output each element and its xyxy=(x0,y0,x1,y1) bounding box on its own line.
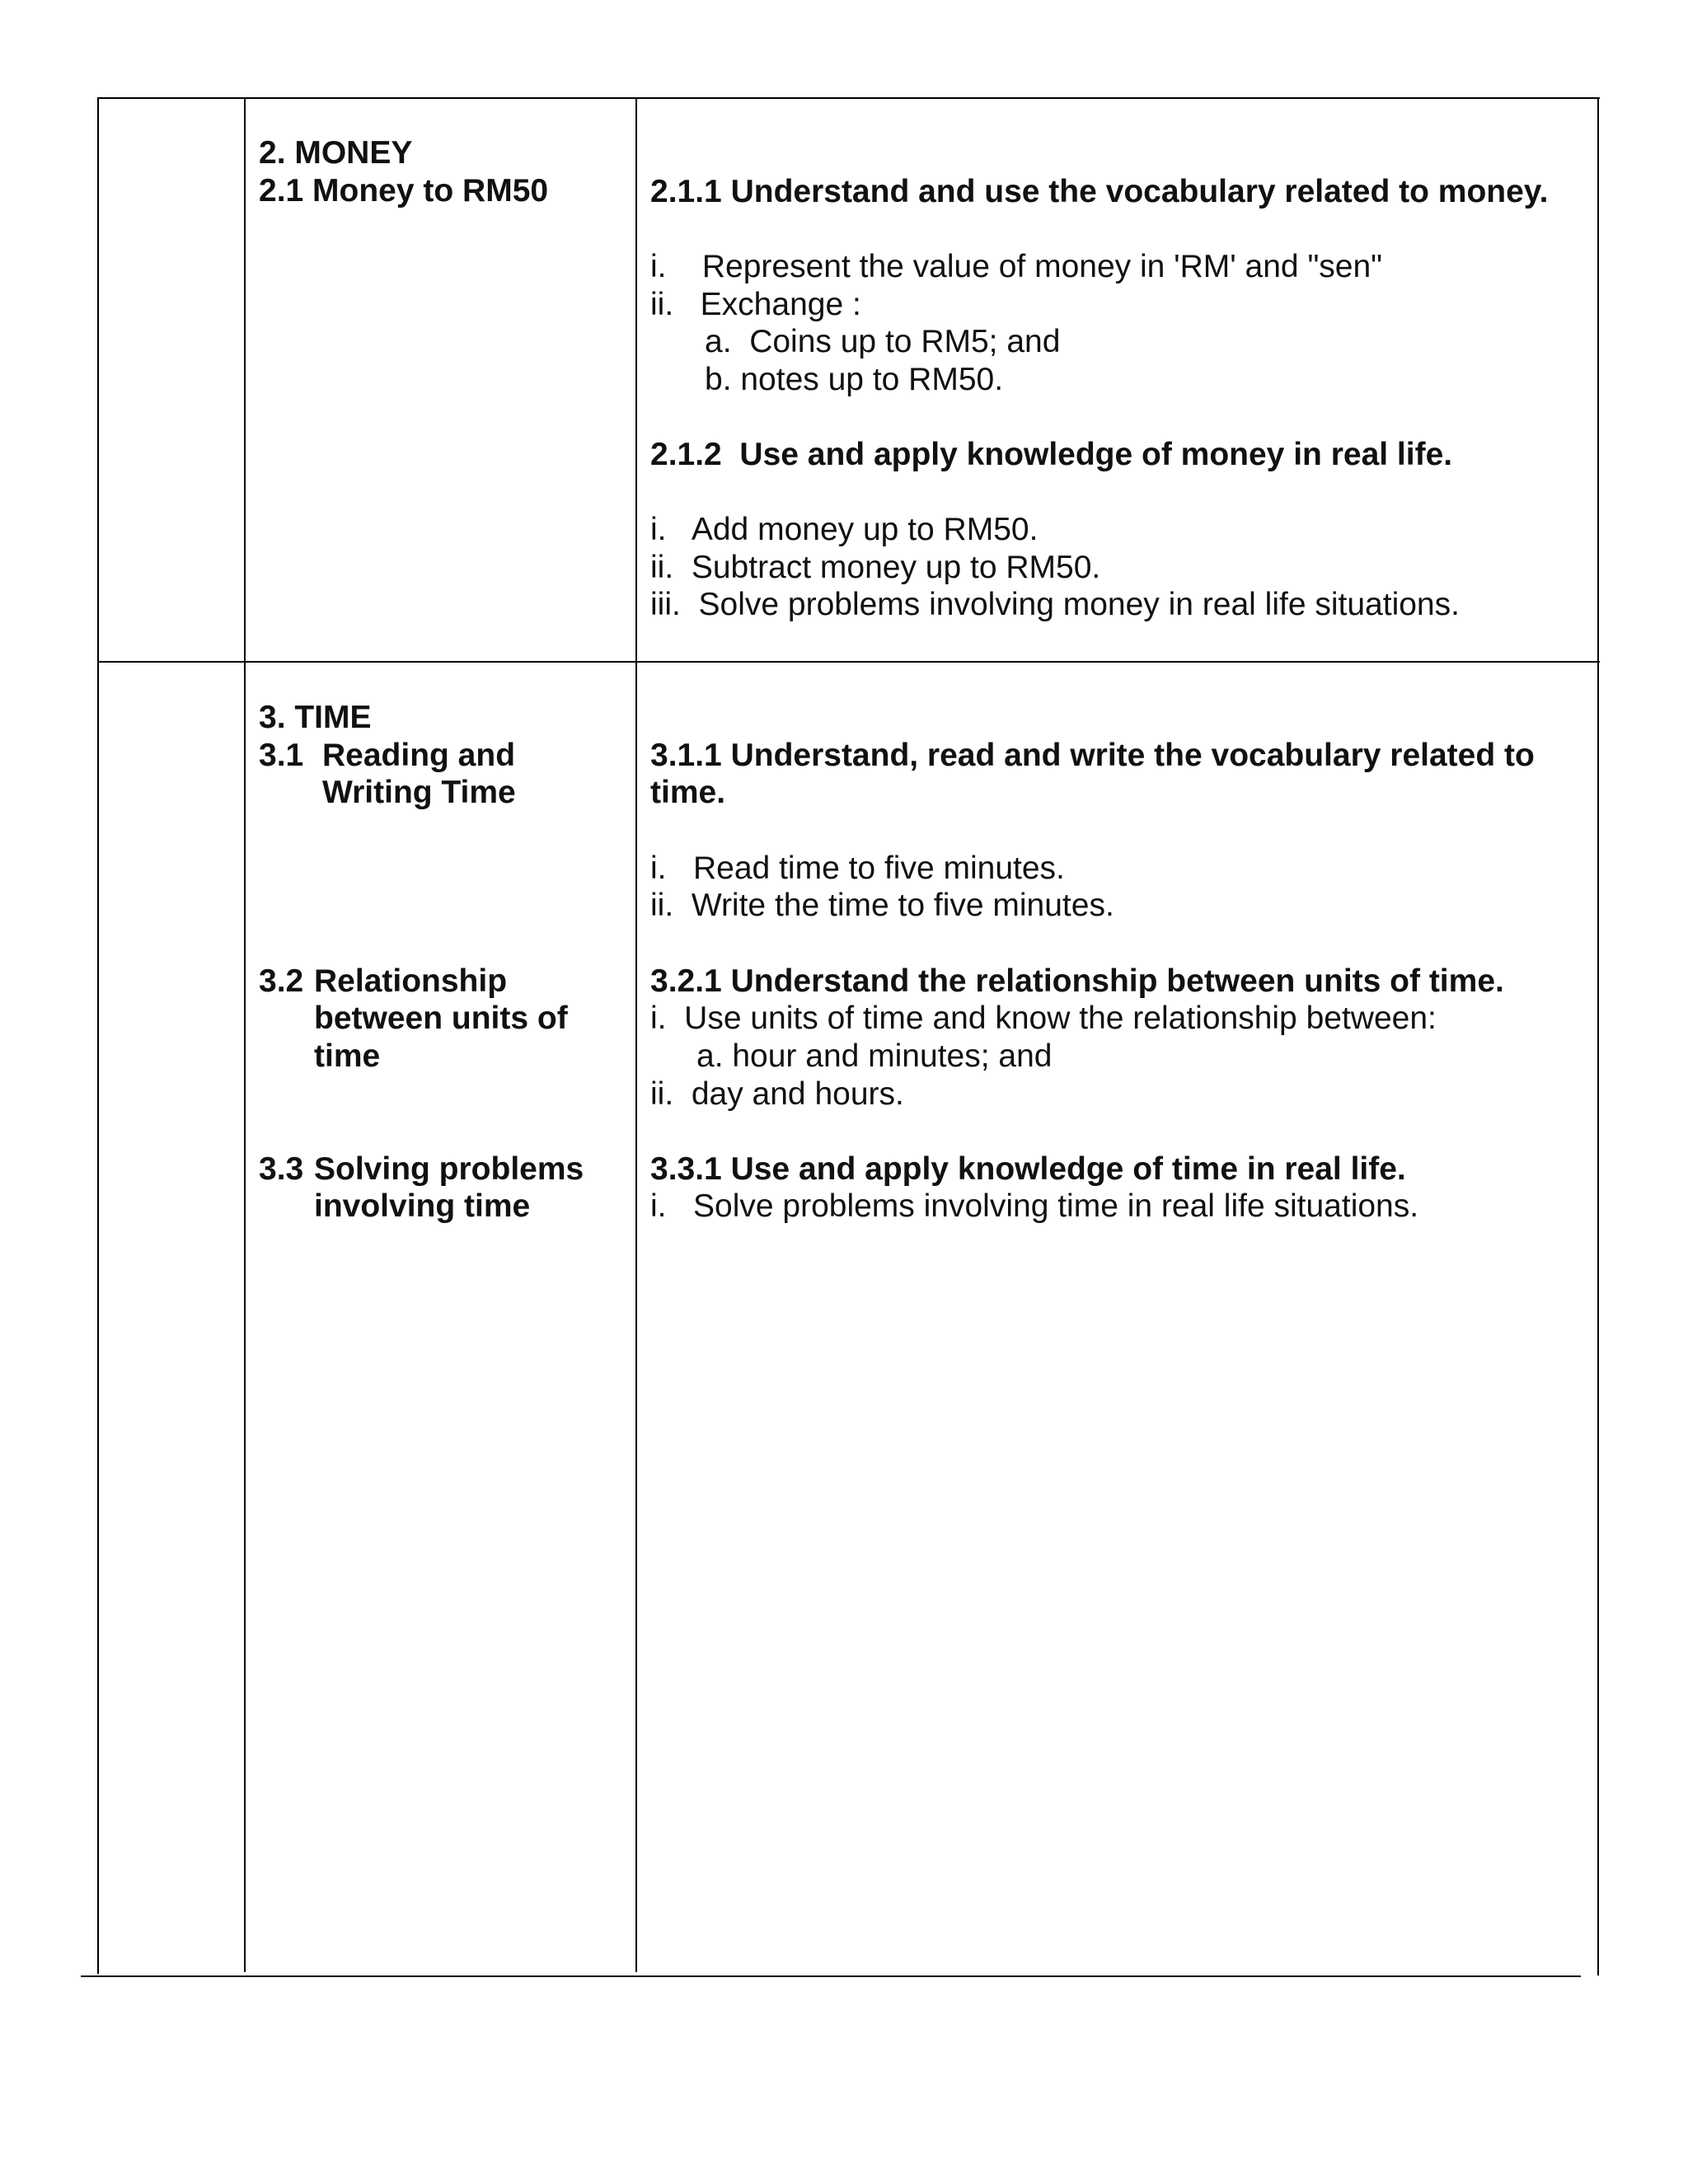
standard-subitem: a. hour and minutes; and xyxy=(696,1038,1053,1074)
subtopic-line: Reading and xyxy=(322,738,516,773)
table-bottom-border xyxy=(81,1975,1581,1977)
standard-item: ii. day and hours. xyxy=(650,1076,904,1112)
subtopic-number: 3.2 xyxy=(259,963,304,999)
standard-heading: time. xyxy=(650,775,726,810)
standard-item: ii. Subtract money up to RM50. xyxy=(650,550,1101,585)
standard-heading: 3.3.1 Use and apply knowledge of time in real life. xyxy=(650,1151,1406,1187)
standard-item: i. Represent the value of money in 'RM' and "sen" xyxy=(650,249,1383,284)
standard-item: ii. Exchange : xyxy=(650,287,861,322)
subtopic-line: time xyxy=(314,1038,381,1074)
topic-heading: 2. MONEY xyxy=(259,135,413,171)
column-divider-1 xyxy=(244,97,246,1972)
subtopic-line: involving time xyxy=(314,1188,531,1224)
subtopic-line: Writing Time xyxy=(322,775,516,810)
column-divider-2 xyxy=(635,97,637,1972)
subtopic-line: between units of xyxy=(314,1001,568,1036)
subtopic-line: Relationship xyxy=(314,963,508,999)
subtopic-number: 3.3 xyxy=(259,1151,304,1187)
standard-heading: 2.1.1 Understand and use the vocabulary related to money. xyxy=(650,174,1549,209)
standard-item: i. Solve problems involving time in real life situations. xyxy=(650,1188,1419,1224)
subtopic-label: 2.1 Money to RM50 xyxy=(259,173,549,209)
standard-item: iii. Solve problems involving money in real life situations. xyxy=(650,587,1460,622)
subtopic-line: Solving problems xyxy=(314,1151,584,1187)
table-left-border xyxy=(97,97,99,1974)
standard-item: i. Add money up to RM50. xyxy=(650,512,1039,547)
table-top-border xyxy=(97,97,1600,99)
row-divider xyxy=(97,661,1600,663)
standard-item: i. Use units of time and know the relationship between: xyxy=(650,1001,1437,1036)
table-right-border xyxy=(1597,97,1599,1975)
subtopic-number: 3.1 xyxy=(259,738,304,773)
standard-item: ii. Write the time to five minutes. xyxy=(650,888,1114,923)
standard-subitem: a. Coins up to RM5; and xyxy=(705,324,1061,359)
standard-item: i. Read time to five minutes. xyxy=(650,851,1065,886)
topic-heading: 3. TIME xyxy=(259,700,372,735)
standard-heading: 3.2.1 Understand the relationship between units of time. xyxy=(650,963,1504,999)
standard-subitem: b. notes up to RM50. xyxy=(705,362,1004,397)
standard-heading: 2.1.2 Use and apply knowledge of money in real life. xyxy=(650,437,1453,472)
standard-heading: 3.1.1 Understand, read and write the vocabulary related to xyxy=(650,738,1535,773)
